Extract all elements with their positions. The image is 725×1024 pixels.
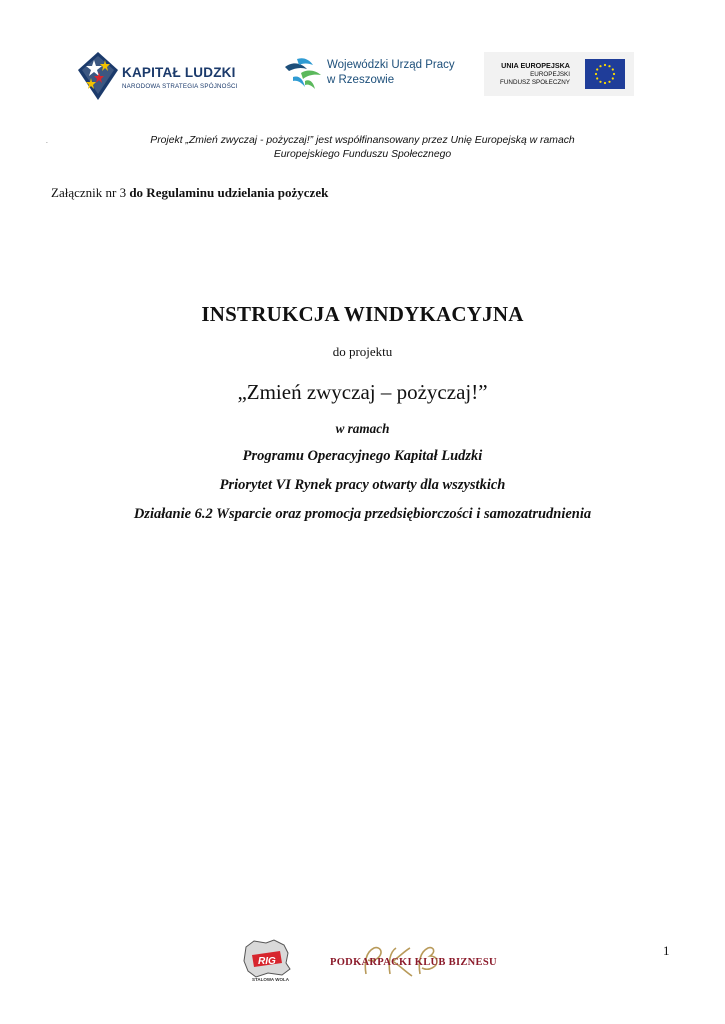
cofinance-note — [100, 134, 625, 162]
page-title: INSTRUKCJA WINDYKACYJNA — [201, 302, 524, 326]
eu-line3: FUNDUSZ SPOŁECZNY — [500, 79, 570, 86]
cofinance-line2: Europejskiego Funduszu Społecznego — [273, 149, 452, 160]
action-name: Działanie 6.2 Wsparcie oraz promocja przedsiębiorczości i samozatrudnienia — [133, 506, 592, 522]
page-subtitle: do projektu — [332, 344, 393, 359]
annex-bold: do Regulaminu udzielania pożyczek — [129, 185, 329, 200]
page-number: 1 — [663, 943, 670, 958]
kapital-ludzki-subtitle: NARODOWA STRATEGIA SPÓJNOŚCI — [122, 83, 238, 90]
project-slogan: „Zmień zwyczaj – pożyczaj!” — [237, 380, 488, 404]
wup-name-line2: w Rzeszowie — [327, 74, 395, 86]
priority-name: Priorytet VI Rynek pracy otwarty dla wszystkich — [219, 477, 506, 493]
eu-logo — [484, 52, 634, 96]
kapital-ludzki-logo — [78, 52, 253, 100]
rig-logo — [238, 937, 294, 987]
wup-logo — [283, 55, 468, 95]
annex-prefix: Załącznik nr 3 — [51, 185, 127, 200]
pkb-text: PODKARPACKI KLUB BIZNESU — [330, 957, 497, 968]
pkb-logo — [330, 944, 497, 980]
wup-name-line1: Wojewódzki Urząd Pracy — [327, 59, 455, 71]
programme-name: Programu Operacyjnego Kapitał Ludzki — [242, 448, 483, 464]
eu-line2: EUROPEJSKI — [530, 71, 570, 78]
kapital-ludzki-title: KAPITAŁ LUDZKI — [122, 65, 236, 80]
tiny-mark: - — [46, 141, 48, 146]
in-frame-label: w ramach — [335, 421, 390, 436]
rig-map-emblem-icon — [238, 937, 294, 979]
kapital-ludzki-emblem-icon — [78, 52, 118, 100]
annex-label — [51, 185, 328, 201]
rig-subtitle: STALOWA WOLA — [252, 977, 289, 982]
eu-flag-icon — [585, 59, 625, 89]
wup-birds-emblem-icon — [283, 55, 323, 93]
eu-line1: UNIA EUROPEJSKA — [501, 61, 570, 70]
rig-text: RIG — [258, 956, 276, 967]
cofinance-line1: Projekt „Zmień zwyczaj - pożyczaj!” jest współfinansowany przez Unię Europejską w ramach — [150, 135, 575, 146]
